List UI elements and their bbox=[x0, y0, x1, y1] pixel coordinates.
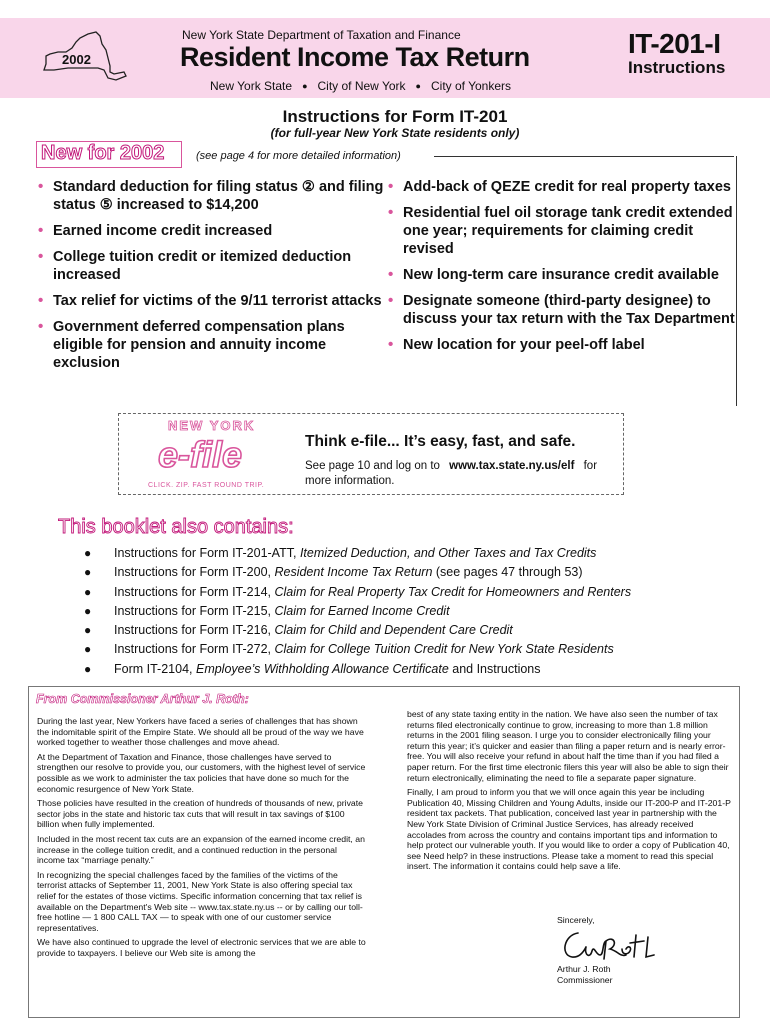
booklet-title: This booklet also contains: bbox=[58, 516, 294, 538]
efile-text-after: for more information. bbox=[305, 460, 598, 487]
bullet-icon: ● bbox=[84, 546, 92, 560]
new-for-box bbox=[36, 141, 182, 168]
item-title: Employee’s Withholding Allowance Certificate bbox=[195, 661, 449, 676]
efile-logo bbox=[128, 416, 293, 494]
signer-title: Commissioner bbox=[557, 975, 613, 985]
item-title: Itemized Deduction, and Other Taxes and Tax Credits bbox=[299, 546, 597, 560]
instructions-subtitle: (for full-year New York State residents only) bbox=[270, 126, 520, 140]
location-label: City of New York bbox=[317, 79, 406, 93]
letter-column-left bbox=[37, 716, 367, 962]
item-tail: (see pages 47 through 53) bbox=[432, 565, 583, 580]
tax-year: 2002 bbox=[62, 52, 91, 67]
list-item: • College tuition credit or itemized deduction increased bbox=[36, 248, 386, 284]
location-label: New York State bbox=[210, 79, 293, 93]
bullet-icon: ● bbox=[302, 81, 308, 91]
agency-name: New York State Department of Taxation and Finance bbox=[182, 28, 461, 42]
letter-paragraph: At the Department of Taxation and Finance, those challenges have served to strengthen our resolve to provide you, our customers, with the highest level of service possible as we work to administer the tax policies that have done so much for the economic resurgence of New York State. bbox=[37, 751, 366, 794]
item-text: Instructions for Form IT-200, bbox=[114, 565, 275, 580]
location-label: City of Yonkers bbox=[430, 79, 512, 93]
list-item bbox=[84, 583, 631, 602]
see-page-note: (see page 4 for more detailed information) bbox=[196, 150, 401, 162]
item-text: Instructions for Form IT-215, bbox=[114, 603, 275, 618]
item-title: Claim for Earned Income Credit bbox=[274, 603, 450, 618]
item-title: Resident Income Tax Return bbox=[274, 565, 433, 580]
list-item: • New long-term care insurance credit available bbox=[386, 266, 738, 284]
item-title: Claim for Child and Dependent Care Credit bbox=[274, 623, 513, 638]
list-item: • Standard deduction for filing status ② and filing status ⑤ increased to $14,200 bbox=[36, 178, 386, 214]
new-items-left bbox=[36, 178, 386, 372]
item-title: Claim for Real Property Tax Credit for Homeowners and Renters bbox=[274, 584, 632, 599]
letter-paragraph: During the last year, New Yorkers have faced a series of challenges that has shown the indomitable spirit of the Empire State. We should all be proud of the way we have worked together to weather those challenges and move ahead. bbox=[37, 716, 364, 748]
booklet-list bbox=[84, 544, 631, 679]
list-item bbox=[84, 621, 631, 640]
list-item bbox=[84, 602, 631, 621]
new-for-label: New for 2002 bbox=[41, 142, 165, 164]
list-item bbox=[84, 563, 631, 582]
item-text: Instructions for Form IT-214, bbox=[114, 584, 275, 599]
item-text: Instructions for Form IT-216, bbox=[114, 623, 275, 638]
efile-logo-top: NEW YORK bbox=[168, 418, 256, 433]
list-item: • Government deferred compensation plans eligible for pension and annuity income exclusion bbox=[36, 318, 386, 372]
letter-column-right bbox=[407, 709, 731, 876]
item-title: Claim for College Tuition Credit for New York State Residents bbox=[274, 642, 614, 657]
letter-closing: Sincerely, bbox=[557, 915, 595, 925]
divider bbox=[434, 156, 734, 157]
item-text: Form IT-2104, bbox=[114, 661, 196, 676]
bullet-icon: ● bbox=[84, 661, 92, 676]
letter-paragraph: Included in the most recent tax cuts are an expansion of the earned income credit, an increase in the college tuition credit, and a continued reduction in the personal income tax “marriage penalty.” bbox=[37, 833, 365, 866]
letter-paragraph: In recognizing the special challenges faced by the families of the victims of the terrorist attacks of September 11, 2001, New York State is also offering special tax relief for the estates of those victims. Specific information concerning that tax relief is available on the Department's Web site -- www.tax.state.ny.us -- or by calling our toll-free hotline — 1 800 CALL TAX — to speak with one of our customer service representatives. bbox=[37, 869, 363, 933]
new-items-right bbox=[386, 178, 738, 354]
list-item: • New location for your peel-off label bbox=[386, 336, 738, 354]
signer-block bbox=[557, 964, 613, 986]
bullet-icon: ● bbox=[84, 565, 92, 580]
bullet-icon: ● bbox=[84, 642, 92, 657]
list-item bbox=[84, 544, 631, 563]
item-text: Instructions for Form IT-272, bbox=[114, 642, 275, 657]
list-item: • Earned income credit increased bbox=[36, 222, 386, 240]
form-id: IT-201-I bbox=[628, 28, 721, 59]
efile-headline: Think e-file... It’s easy, fast, and safe. bbox=[305, 433, 576, 450]
bullet-icon: ● bbox=[84, 623, 92, 638]
list-item bbox=[84, 640, 631, 659]
list-item: • Designate someone (third-party designee) to discuss your tax return with the Tax Department bbox=[386, 292, 738, 328]
letter-paragraph: Finally, I am proud to inform you that we will once again this year be including Publication 40, Missing Children and Young Adults, inside our IT-200-P and IT-201-P resident tax packets. That publication, conceived last year in partnership with the New York State Division of Criminal Justice Services, has already received accolades from across the country and contains important tips and information to help protect our vulnerable youth. If you would like to order a copy of Publication 40, see Need help? in these instructions. Please take a moment to read this special insert. The information it contains could help save a life. bbox=[407, 787, 731, 872]
letter-paragraph: Those policies have resulted in the creation of hundreds of thousands of new, private sector jobs in the state and historic tax cuts that will result in tax savings of $100 billion when fully implemented. bbox=[37, 798, 363, 830]
efile-text-before: See page 10 and log on to bbox=[305, 460, 440, 472]
list-item: • Add-back of QEZE credit for real property taxes bbox=[386, 178, 738, 196]
efile-url-link[interactable]: www.tax.state.ny.us/elf bbox=[449, 460, 575, 472]
list-item bbox=[84, 660, 631, 679]
letter-paragraph: best of any state taxing entity in the nation. We have also seen the number of tax returns filed electronically continue to grow, increasing to more than 1.8 million returns in the 2001 filing season. I urge you to consider electronically filing your return this year; it’s quicker and easier than filing a paper return and is nearly error-free. You will also receive your refund in about half the time than if you had filed a paper return. For the first time electronic filers this year will also be able to sign their return electronically, eliminating the need to file a separate paper signature. bbox=[407, 709, 729, 783]
efile-logo-tagline: CLICK. ZIP. FAST ROUND TRIP. bbox=[148, 482, 265, 489]
letter-paragraph: We have also continued to upgrade the level of electronic services that we are able to provide to taxpayers. I believe our Web site is among the bbox=[37, 937, 366, 958]
signature-image bbox=[556, 925, 666, 963]
list-item: • Residential fuel oil storage tank credit extended one year; requirements for claiming credit revised bbox=[386, 204, 738, 258]
efile-logo-main: e-file bbox=[158, 434, 243, 475]
item-tail: and Instructions bbox=[448, 661, 541, 676]
signer-name: Arthur J. Roth bbox=[557, 964, 611, 974]
bullet-icon: ● bbox=[84, 603, 92, 618]
bullet-icon: ● bbox=[84, 584, 92, 599]
efile-text bbox=[305, 459, 625, 489]
page-title: Resident Income Tax Return bbox=[180, 42, 530, 72]
instructions-title: Instructions for Form IT-201 bbox=[282, 107, 508, 126]
form-subtitle: Instructions bbox=[628, 58, 726, 77]
bullet-icon: ● bbox=[415, 81, 421, 91]
letter-heading: From Commissioner Arthur J. Roth: bbox=[36, 692, 249, 706]
item-text: Instructions for Form IT-201-ATT, bbox=[114, 546, 300, 560]
locations-line bbox=[210, 79, 511, 93]
list-item: • Tax relief for victims of the 9/11 terrorist attacks bbox=[36, 292, 386, 310]
